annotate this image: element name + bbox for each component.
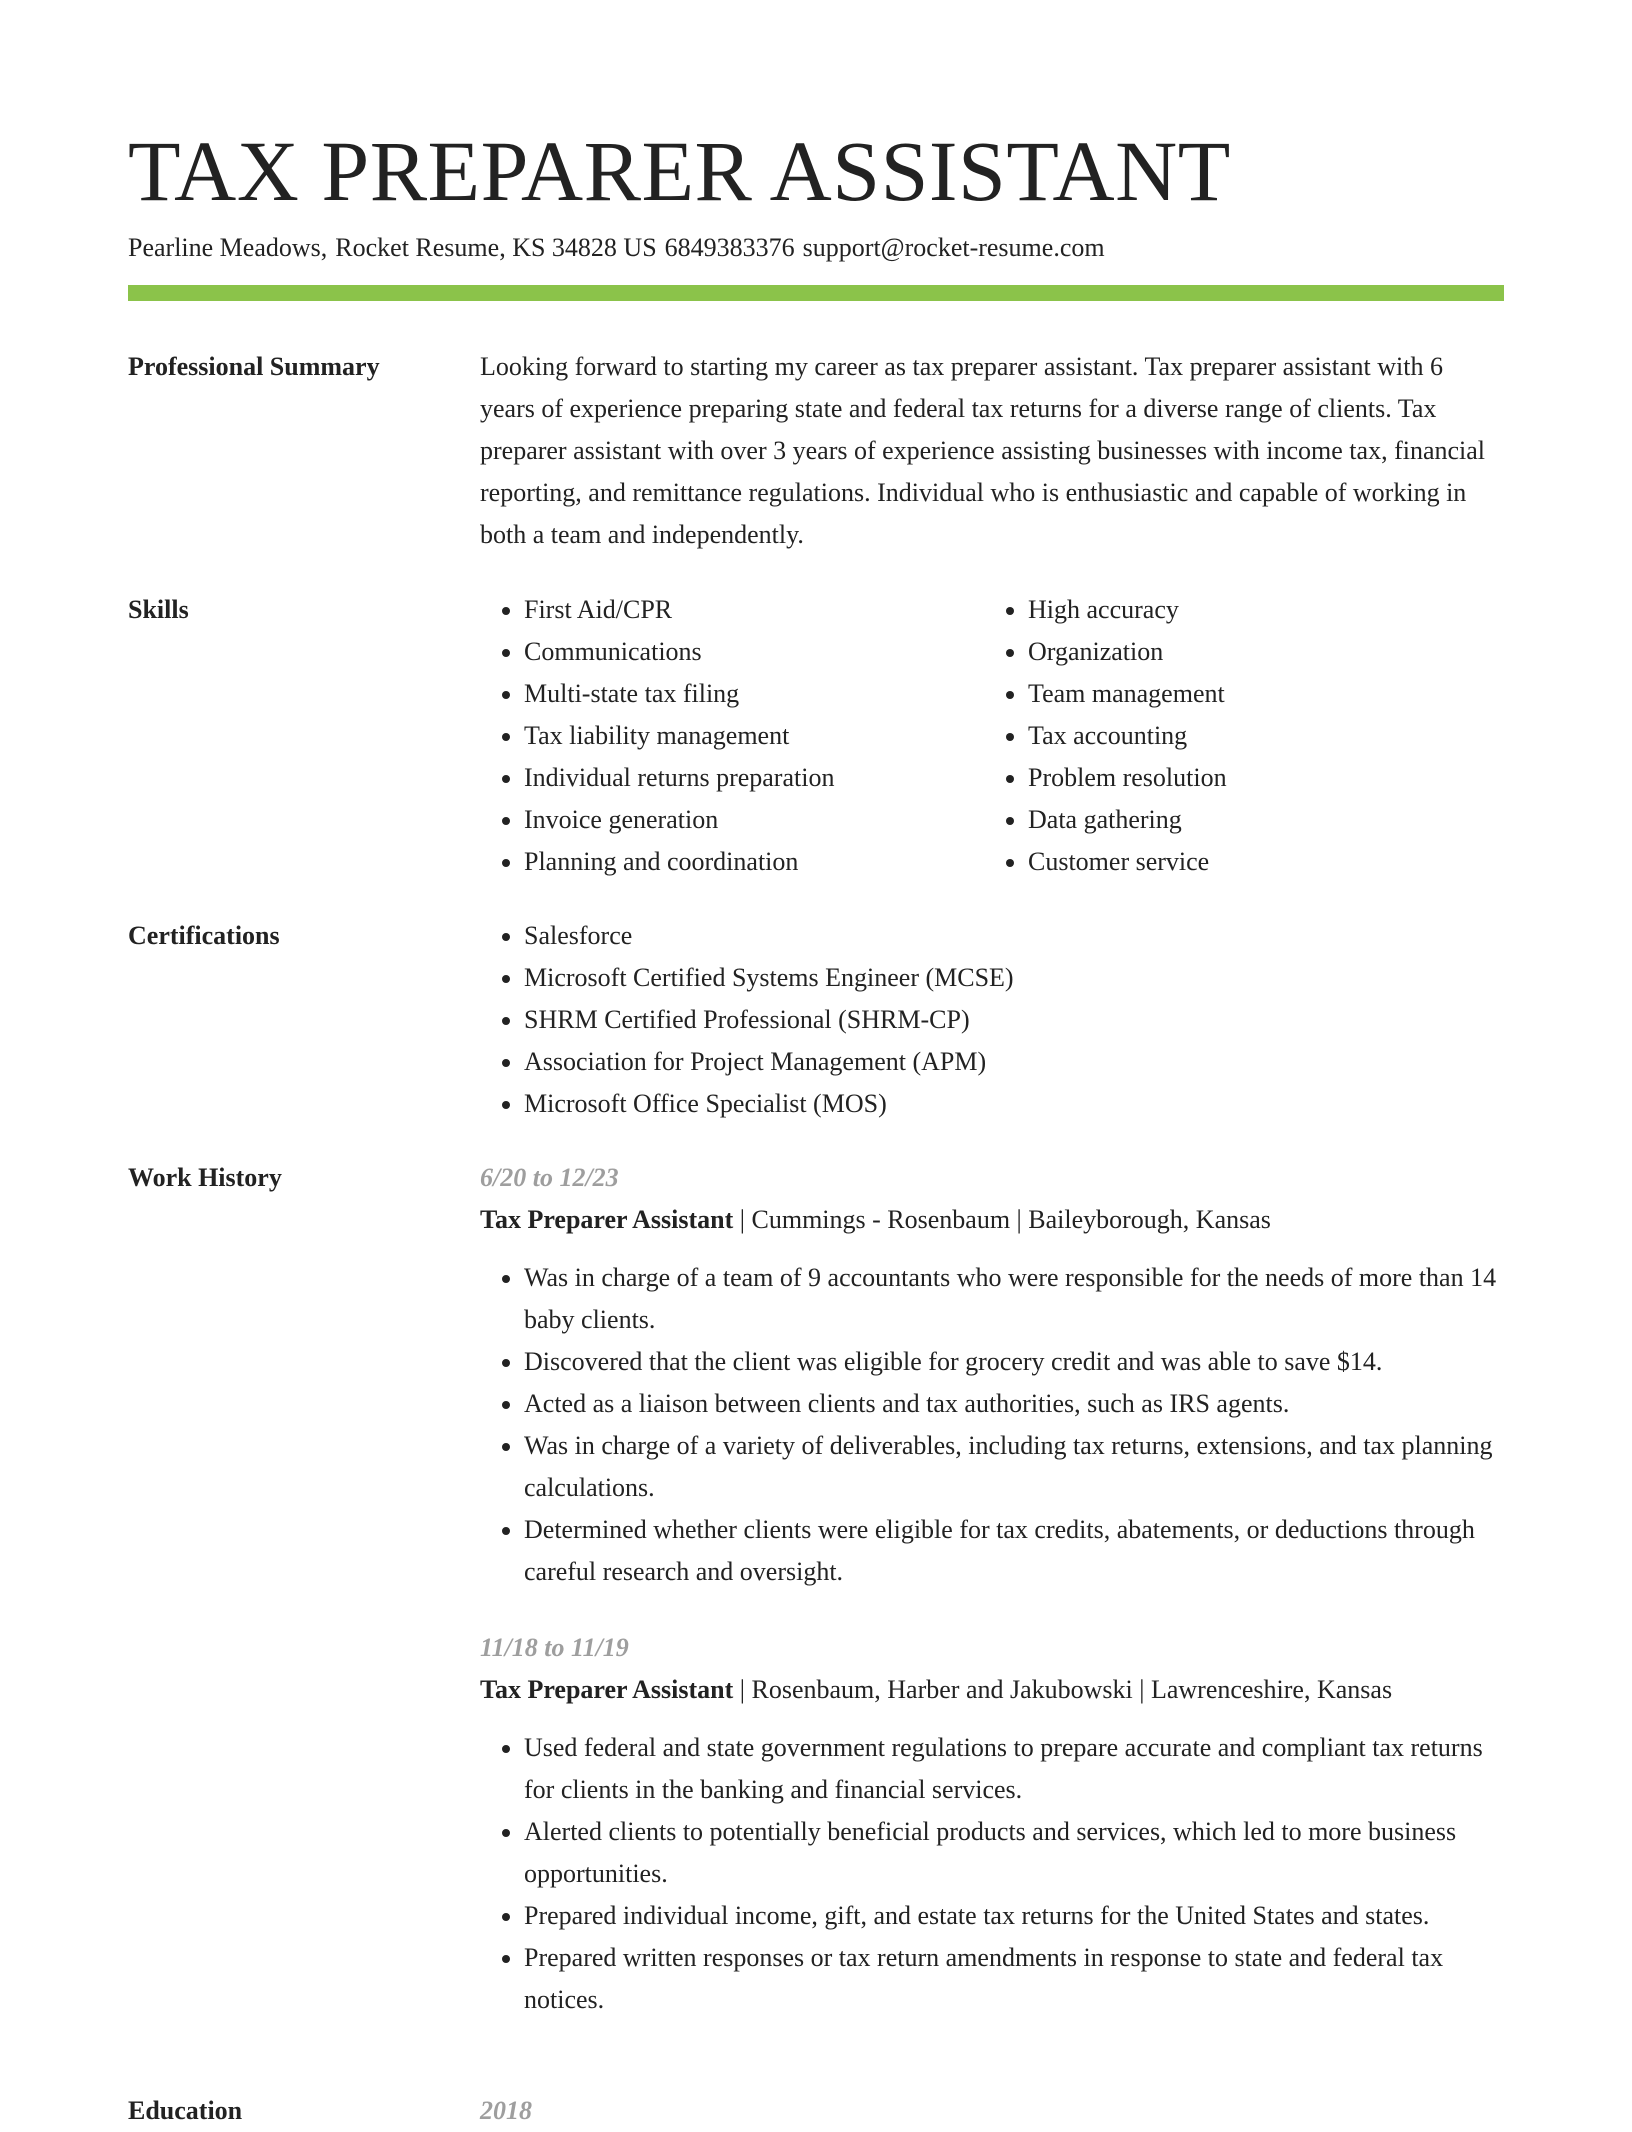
job-bullets (480, 1727, 1504, 2021)
list-item: • Multi-state tax filing (524, 673, 984, 715)
list-item: • Prepared individual income, gift, and estate tax returns for the United States and states. (524, 1895, 1504, 1937)
list-item: • Tax accounting (1028, 715, 1488, 757)
list-item: • Determined whether clients were eligible for tax credits, abatements, or deductions through careful research and oversight. (524, 1509, 1504, 1593)
list-item: • Tax liability management (524, 715, 984, 757)
skills-label: Skills (128, 595, 189, 624)
certifications-list (480, 915, 1504, 1125)
accent-divider (128, 285, 1504, 301)
job-heading (480, 1199, 1504, 1241)
list-item: • Was in charge of a team of 9 accountants who were responsible for the needs of more than 14 baby clients. (524, 1257, 1504, 1341)
job-entry (480, 1157, 1504, 1593)
list-item: • Salesforce (524, 915, 1504, 957)
list-item: • Acted as a liaison between clients and tax authorities, such as IRS agents. (524, 1383, 1504, 1425)
list-item: • Customer service (1028, 841, 1488, 883)
summary-text: Looking forward to starting my career as tax preparer assistant. Tax preparer assistant with 6 years of experience preparing state and federal tax returns for a diverse range of clients. Tax preparer assistant with over 3 years of experience assisting businesses with income tax, financial reporting, and remittance regulations. Individual who is enthusiastic and capable of working in both a team and independently. (480, 352, 1486, 549)
skills-list-right (984, 589, 1488, 883)
list-item: • Microsoft Certified Systems Engineer (MCSE) (524, 957, 1504, 999)
list-item: • Association for Project Management (APM) (524, 1041, 1504, 1083)
work-history-label: Work History (128, 1163, 282, 1192)
list-item: • Organization (1028, 631, 1488, 673)
skills-columns (480, 589, 1504, 883)
list-item: • Planning and coordination (524, 841, 984, 883)
job-bullets (480, 1257, 1504, 1593)
job-details: | Cummings - Rosenbaum | Baileyborough, Kansas (733, 1205, 1271, 1234)
job-title: Tax Preparer Assistant (480, 1205, 734, 1234)
contact-name: Pearline Meadows, (128, 233, 328, 262)
list-item: • Invoice generation (524, 799, 984, 841)
job-entry (480, 1627, 1504, 2021)
work-history-body (480, 1157, 1504, 2055)
list-item: • Microsoft Office Specialist (MOS) (524, 1083, 1504, 1125)
list-item: • Prepared written responses or tax return amendments in response to state and federal tax notices. (524, 1937, 1504, 2021)
education-body (480, 2090, 1504, 2132)
education-label: Education (128, 2096, 243, 2125)
list-item: • High accuracy (1028, 589, 1488, 631)
contact-email: support@rocket-resume.com (802, 233, 1105, 262)
contact-phone: 6849383376 (664, 233, 795, 262)
certifications-label: Certifications (128, 921, 280, 950)
education-dates: 2018 (480, 2096, 532, 2125)
job-heading (480, 1669, 1504, 1711)
page-title: TAX PREPARER ASSISTANT (128, 123, 1231, 219)
list-item: • First Aid/CPR (524, 589, 984, 631)
list-item: • SHRM Certified Professional (SHRM-CP) (524, 999, 1504, 1041)
list-item: • Data gathering (1028, 799, 1488, 841)
job-title: Tax Preparer Assistant (480, 1675, 734, 1704)
list-item: • Alerted clients to potentially beneficial products and services, which led to more business opportunities. (524, 1811, 1504, 1895)
certifications-body (480, 915, 1504, 1125)
list-item: • Individual returns preparation (524, 757, 984, 799)
skills-body (480, 589, 1504, 883)
job-dates: 11/18 to 11/19 (480, 1633, 629, 1662)
list-item: • Discovered that the client was eligible for grocery credit and was able to save $14. (524, 1341, 1504, 1383)
skills-list-left (480, 589, 984, 883)
list-item: • Communications (524, 631, 984, 673)
contact-line (128, 230, 1113, 266)
contact-address: Rocket Resume, KS 34828 US (335, 233, 657, 262)
job-dates: 6/20 to 12/23 (480, 1163, 619, 1192)
list-item: • Used federal and state government regulations to prepare accurate and compliant tax returns for clients in the banking and financial services. (524, 1727, 1504, 1811)
job-details: | Rosenbaum, Harber and Jakubowski | Lawrenceshire, Kansas (733, 1675, 1393, 1704)
list-item: • Was in charge of a variety of deliverables, including tax returns, extensions, and tax planning calculations. (524, 1425, 1504, 1509)
list-item: • Team management (1028, 673, 1488, 715)
summary-body (480, 346, 1504, 556)
summary-label: Professional Summary (128, 352, 380, 381)
list-item: • Problem resolution (1028, 757, 1488, 799)
